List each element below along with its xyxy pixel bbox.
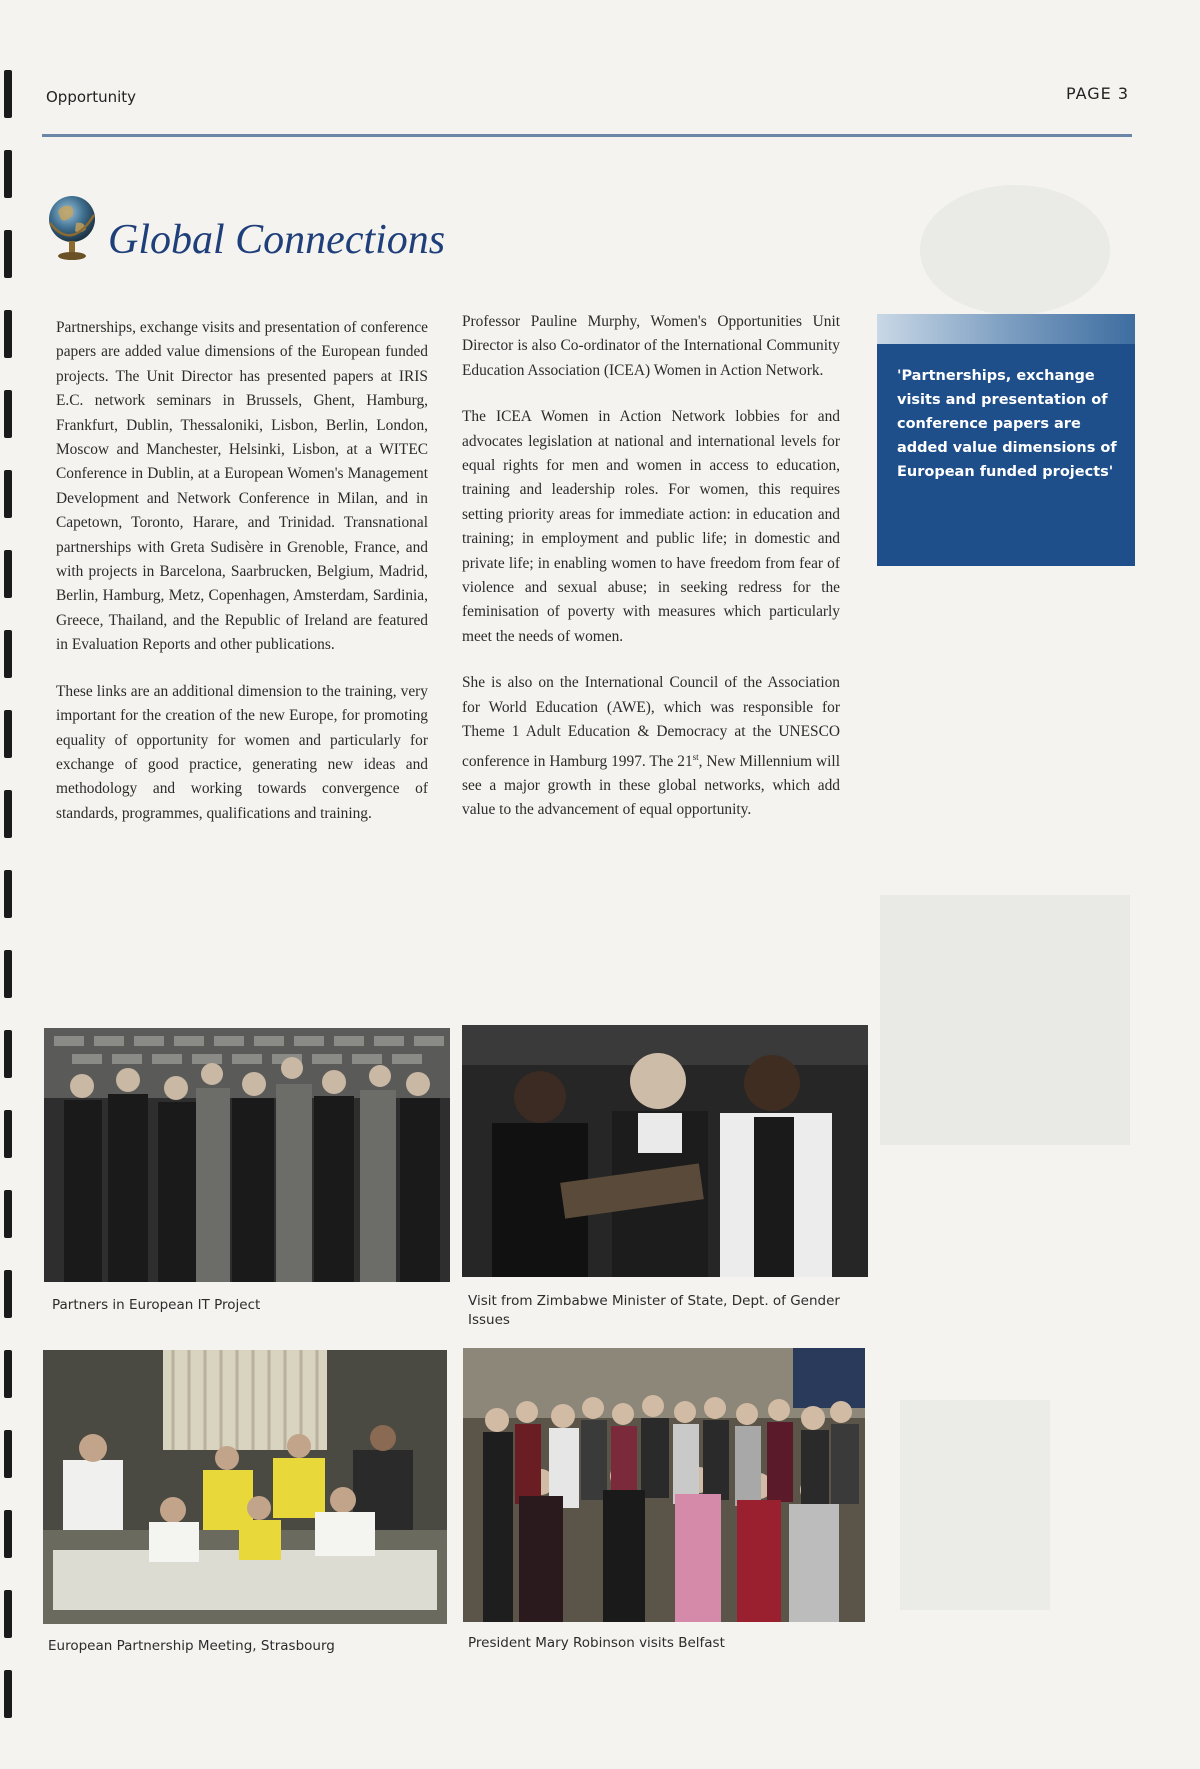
- photo-zimbabwe-visit: [462, 1025, 868, 1277]
- paragraph: [462, 671, 840, 823]
- pull-quote-gradient-band: [877, 314, 1135, 344]
- paragraph-text: , New Millennium will see a major growth in these global networks, which add value to the advancement of equal opportunity.: [462, 752, 840, 819]
- photo-partners-group: [44, 1028, 450, 1282]
- print-through-shape: [900, 1400, 1050, 1610]
- globe-icon: [44, 193, 100, 263]
- page-number: PAGE 3: [1065, 84, 1129, 103]
- paragraph: The ICEA Women in Action Network lobbies for and advocates legislation at national and international levels for equal rights for men and women in access to education, training and leadership roles. For women, this requires setting priority areas for immediate action: in education and training; in employment and public life; in domestic and private life; in enabling women to have freedom from fear of violence and sexual abuse; in seeking redress for the feminisation of poverty with measures which particularly meet the needs of women.: [462, 408, 840, 645]
- section-name: Opportunity: [46, 88, 137, 106]
- paragraph: Professor Pauline Murphy, Women's Opportunities Unit Director is also Co-ordinator of the International Community Education Association (ICEA) Women in Action Network.: [462, 313, 840, 379]
- spiral-binding: [0, 0, 22, 1769]
- photo-caption: Partners in European IT Project: [52, 1297, 261, 1313]
- print-through-shape: [920, 185, 1110, 315]
- ordinal-suffix: st: [692, 751, 699, 762]
- article-title: Global Connections: [108, 217, 446, 263]
- text-column-right: [462, 310, 840, 845]
- photo-strasbourg-meeting: [43, 1350, 447, 1624]
- photo-caption: President Mary Robinson visits Belfast: [468, 1635, 725, 1651]
- page-header: [46, 84, 1129, 124]
- paragraph: Partnerships, exchange visits and presentation of conference papers are added value dimensions of the European funded projects. The Unit Director has presented papers at IRIS E.C. network seminars in Brussels, Ghent, Hamburg, Frankfurt, Dublin, Thessaloniki, Lisbon, Berlin, London, Moscow and Manchester, Helsinki, Lisbon, at a WITEC Conference in Dublin, at a European Women's Management Development and Network Conference in Milan, and in Capetown, Toronto, Harare, and Trinidad. Transnational partnerships with Greta Sudisère in Grenoble, France, and with projects in Barcelona, Saarbrucken, Belgium, Madrid, Berlin, Hamburg, Metz, Copenhagen, Amsterdam, Sardinia, Greece, Thailand, and the Republic of Ireland are featured in Evaluation Reports and other publications.: [56, 319, 428, 654]
- pull-quote-text: 'Partnerships, exchange visits and presentation of conference papers are added value dimensions of European funded projects': [897, 368, 1117, 480]
- paragraph-text: She is also on the International Council of the Association for World Education (AWE), which was responsible for Theme 1 Adult Education & Democracy at the UNESCO conference in Hamburg 1997. The 21: [462, 674, 840, 770]
- photo-caption: Visit from Zimbabwe Minister of State, Dept. of Gender Issues: [468, 1293, 840, 1328]
- print-through-shape: [880, 895, 1130, 1145]
- pull-quote-box: [877, 314, 1135, 566]
- header-rule: [42, 134, 1132, 137]
- photo-caption: European Partnership Meeting, Strasbourg: [48, 1638, 335, 1654]
- paragraph: These links are an additional dimension to the training, very important for the creation of the new Europe, for promoting equality of opportunity for women and particularly for exchange of good practice, generating new ideas and methodology and working towards convergence of standards, programmes, qualifications and training.: [56, 682, 428, 822]
- photo-mary-robinson-visit: [463, 1348, 865, 1622]
- text-column-left: [56, 316, 428, 848]
